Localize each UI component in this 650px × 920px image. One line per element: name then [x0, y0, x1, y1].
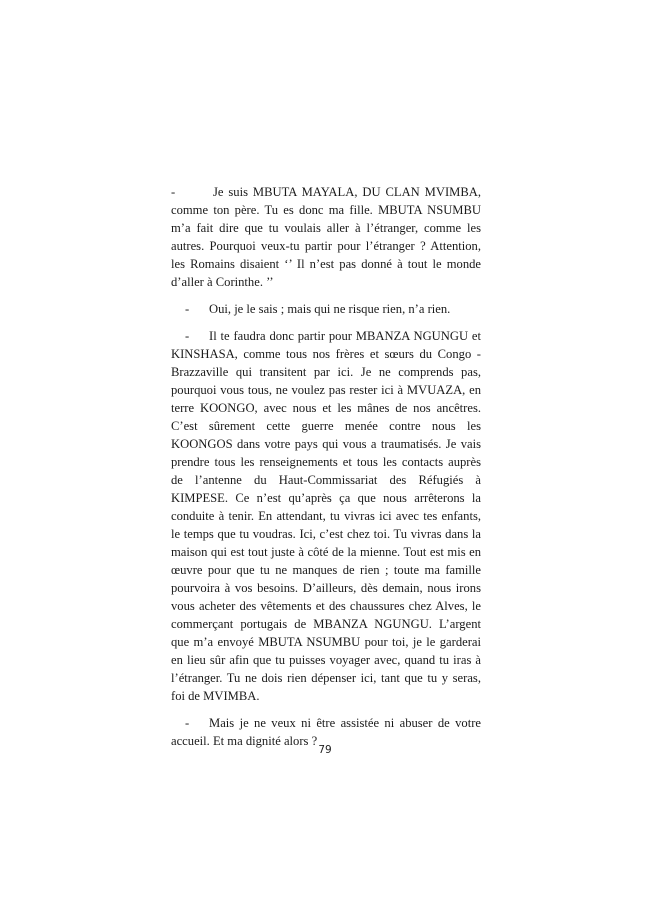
paragraph-text: Je suis MBUTA MAYALA, DU CLAN MVIMBA, comme ton père. Tu es donc ma fille. MBUTA NSUMBU m’a fait dire que tu voulais aller à l’étranger, comme les autres. Pourquoi veux-tu partir pour l’étranger ? Attention, les Romains disaient ‘’ Il n’est pas donné à tout le monde d’aller à Corinthe. ’’ [171, 185, 481, 289]
body-text [171, 183, 481, 750]
dialogue-dash: - [185, 329, 190, 343]
paragraph-1 [171, 183, 481, 291]
paragraph-text: Mais je ne veux ni être assistée ni abuser de votre accueil. Et ma dignité alors ? [171, 716, 481, 748]
page-number: 79 [318, 744, 332, 756]
dialogue-dash: - [185, 716, 190, 730]
dialogue-dash: - [171, 185, 176, 199]
paragraph-2 [171, 300, 481, 318]
dialogue-dash: - [185, 302, 190, 316]
paragraph-text: Il te faudra donc partir pour MBANZA NGUNGU et KINSHASA, comme tous nos frères et sœurs du Congo - Brazzaville qui transitent par ici. Je ne comprends pas, pourquoi vous tous, ne voulez pas rester ici à MVUAZA, en terre KOONGO, avec nous et les mânes de nos ancêtres. C’est sûrement cette guerre menée contre nous les KOONGOS dans votre pays qui vous a traumatisés. Je vais prendre tous les renseignements et tous les contacts auprès de l’antenne du Haut-Commissariat des Réfugiés à KIMPESE. Ce n’est qu’après ça que nous arrêterons la conduite à tenir. En attendant, tu vivras ici avec tes enfants, le temps que tu voudras. Ici, c’est chez toi. Tu vivras dans la maison qui est tout juste à côté de la mienne. Tout est mis en œuvre pour que tu ne manques de rien ; toute ma famille pourvoira à vos besoins. D’ailleurs, dès demain, nous irons vous acheter des vêtements et des chaussures chez Alves, le commerçant portugais de MBANZA NGUNGU. L’argent que m’a envoyé MBUTA NSUMBU pour toi, je le garderai en lieu sûr afin que tu puisses voyager avec, quand tu iras à l’étranger. Tu ne dois rien dépenser ici, tant que tu y seras, foi de MVIMBA. [171, 329, 481, 703]
paragraph-3 [171, 327, 481, 705]
paragraph-text: Oui, je le sais ; mais qui ne risque rien, n’a rien. [209, 302, 451, 316]
